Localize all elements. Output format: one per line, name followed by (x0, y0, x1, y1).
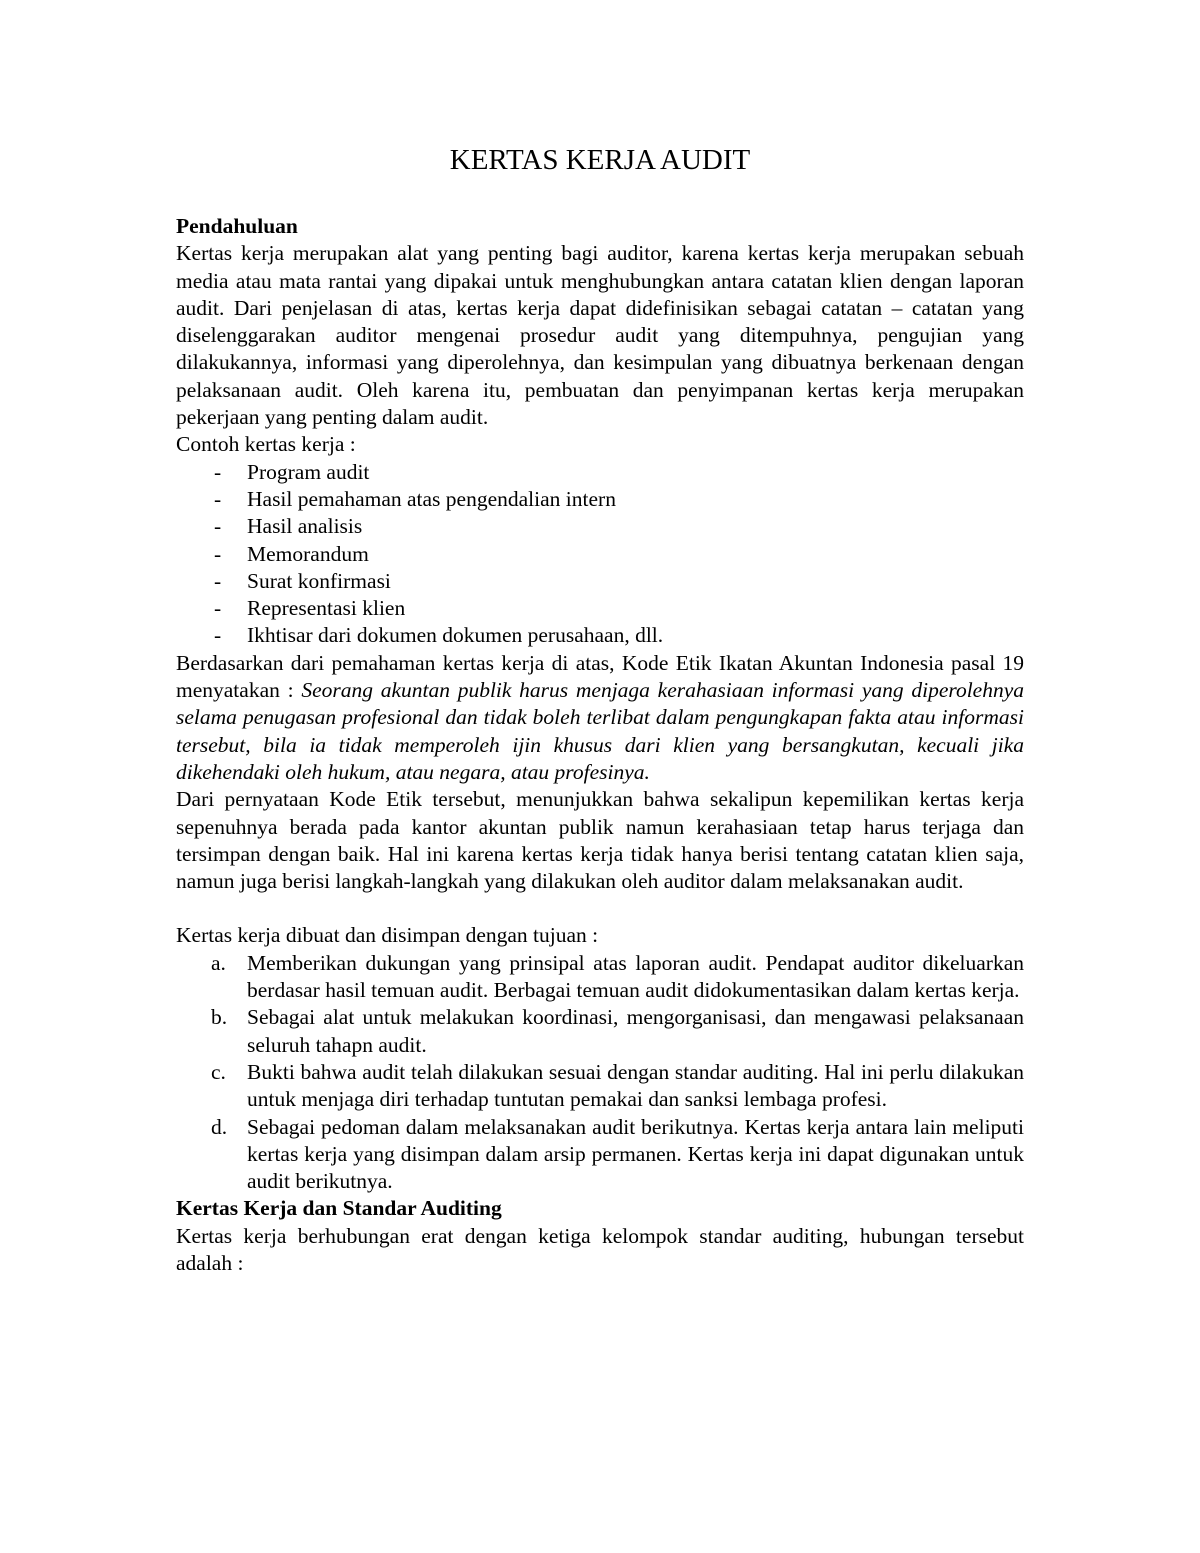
list-item (176, 950, 1024, 1005)
list-marker: a. (211, 950, 226, 975)
standards-heading: Kertas Kerja dan Standar Auditing (176, 1196, 502, 1221)
list-item (176, 622, 1024, 649)
code-quote: Seorang akuntan publik harus menjaga kerahasiaan informasi yang diperolehnya selama penugasan profesional dan tidak boleh terlibat dalam pengungkapan fakta atau informasi tersebut, bila ia tidak memperoleh ijin khusus dari klien yang bersangkutan, kecuali jika dikehendaki oleh hukum, atau negara, atau profesinya. (176, 678, 1025, 784)
document-title: KERTAS KERJA AUDIT (449, 144, 751, 176)
list-item (176, 1004, 1024, 1059)
document-page (176, 140, 1024, 1277)
standards-paragraph: Kertas kerja berhubungan erat dengan ketiga kelompok standar auditing, hubungan tersebut adalah : (176, 1223, 1024, 1275)
examples-label: Contoh kertas kerja : (176, 432, 356, 457)
intro-paragraph: Kertas kerja merupakan alat yang penting bagi auditor, karena kertas kerja merupakan sebuah media atau mata rantai yang dipakai untuk menghubungkan antara catatan klien dengan laporan audit. Dari penjelasan di atas, kertas kerja dapat didefinisikan sebagai catatan – catatan yang diselenggarakan auditor mengenai prosedur audit yang ditempuhnya, pengujian yang dilakukannya, informasi yang diperolehnya, dan kesimpulan yang dibuatnya berkenaan dengan pelaksanaan audit. Oleh karena itu, pembuatan dan penyimpanan kertas kerja merupakan pekerjaan yang penting dalam audit. (176, 241, 1024, 430)
list-item-text: Surat konfirmasi (247, 568, 391, 593)
list-item-text: Hasil analisis (247, 514, 363, 539)
code-of-ethics-paragraph (176, 650, 1024, 786)
list-item (176, 486, 1024, 513)
list-item (176, 568, 1024, 595)
list-item-text: Sebagai alat untuk melakukan koordinasi, mengorganisasi, dan mengawasi pelaksanaan seluruh tahapn audit. (247, 1005, 1024, 1057)
dash-marker: - (214, 541, 222, 566)
examples-list (176, 459, 1024, 650)
list-marker: d. (211, 1114, 228, 1139)
list-item (176, 1114, 1024, 1196)
intro-heading: Pendahuluan (176, 214, 298, 238)
list-item (176, 513, 1024, 540)
list-item-text: Program audit (247, 459, 370, 484)
dash-marker: - (214, 459, 222, 484)
list-item-text: Memorandum (247, 541, 369, 566)
dash-marker: - (214, 623, 222, 648)
list-item (176, 459, 1024, 486)
list-item (176, 595, 1024, 622)
purpose-label: Kertas kerja dibuat dan disimpan dengan tujuan : (176, 923, 599, 948)
list-item-text: Memberikan dukungan yang prinsipal atas laporan audit. Pendapat auditor dikeluarkan berdasar hasil temuan audit. Berbagai temuan audit didokumentasikan dalam kertas kerja. (247, 950, 1024, 1003)
ownership-paragraph: Dari pernyataan Kode Etik tersebut, menunjukkan bahwa sekalipun kepemilikan kertas kerja sepenuhnya berada pada kantor akuntan publik namun kerahasiaan tetap harus terjaga dan tersimpan dengan baik. Hal ini karena kertas kerja tidak hanya berisi tentang catatan klien saja, namun juga berisi langkah-langkah yang dilakukan oleh auditor dalam melaksanakan audit. (176, 787, 1024, 894)
code-intro: Berdasarkan dari pemahaman kertas kerja di atas, Kode Etik Ikatan Akuntan Indonesia pasal 19 menyatakan : (176, 650, 1024, 703)
list-item-text: Sebagai pedoman dalam melaksanakan audit berikutnya. Kertas kerja antara lain meliputi kertas kerja yang disimpan dalam arsip permanen. Kertas kerja ini dapat digunakan untuk audit berikutnya. (247, 1114, 1024, 1194)
list-marker: b. (211, 1005, 228, 1030)
list-item-text: Hasil pemahaman atas pengendalian intern (247, 486, 616, 511)
list-item-text: Bukti bahwa audit telah dilakukan sesuai dengan standar auditing. Hal ini perlu dilakukan untuk menjaga diri terhadap tuntutan pemakai dan sanksi lembaga profesi. (247, 1059, 1024, 1112)
list-item-text: Representasi klien (247, 596, 406, 621)
dash-marker: - (214, 568, 222, 593)
dash-marker: - (214, 596, 222, 621)
list-marker: c. (211, 1059, 226, 1084)
purposes-list (176, 950, 1024, 1196)
paragraph-spacer (176, 895, 1024, 922)
list-item-text: Ikhtisar dari dokumen dokumen perusahaan, dll. (247, 623, 664, 648)
list-item (176, 1059, 1024, 1114)
dash-marker: - (214, 514, 222, 539)
list-item (176, 541, 1024, 568)
dash-marker: - (214, 486, 222, 511)
